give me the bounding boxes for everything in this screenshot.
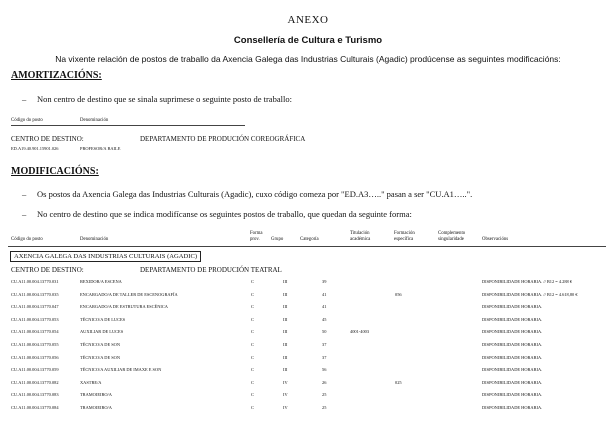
- cell-forma: C: [251, 291, 254, 297]
- mod-centro-name: DEPARTAMENTO DE PRODUCIÓN TEATRAL: [140, 266, 282, 274]
- cell-codigo: CU.A11.00.004.13770.031: [11, 279, 59, 284]
- cell-categoria: 26: [322, 379, 327, 385]
- col-header-grupo: Grupo: [271, 237, 284, 242]
- cell-codigo: CU.A11.00.004.13770.054: [11, 329, 59, 335]
- cell-denominacion: TRAMOIEIRO/A: [80, 405, 112, 410]
- col-header-complemento: [438, 231, 465, 243]
- cell-grupo: III: [283, 367, 288, 373]
- cell-forma: C: [251, 342, 254, 347]
- cell-denominacion: TÉCNICO/A AUXILIAR DE IMAXE E SON: [80, 367, 162, 373]
- cell-forma: C: [251, 304, 254, 310]
- cell-forma: C: [251, 392, 254, 398]
- cell-forma: C: [251, 405, 254, 410]
- cell-grupo: III: [283, 304, 288, 310]
- amort-centro-label: CENTRO DE DESTINO:: [11, 135, 84, 143]
- amort-col-codigo: Código do posto: [11, 118, 43, 123]
- col-header-titulacion: [350, 231, 370, 243]
- cell-forma: C: [251, 379, 254, 385]
- col-header-titulacion-line2: académica: [350, 237, 371, 242]
- cell-obs: DISPONIBILIDADE HORARIA.: [482, 342, 543, 347]
- modificacions-bullet2-dash: –: [22, 209, 27, 219]
- amort-header-rule: [11, 125, 245, 126]
- cell-forma: C: [251, 279, 254, 284]
- cell-obs: DISPONIBILIDADE HORARIA.: [482, 304, 543, 310]
- cell-denominacion: AUXILIAR DE LUCES: [80, 329, 124, 335]
- cell-obs: DISPONIBILIDADE HORARIA.: [482, 354, 543, 360]
- cell-denominacion: REXIDOR/A ESCENA: [80, 279, 122, 284]
- cell-categoria: 37: [322, 354, 327, 360]
- col-header-complemento-line1: Complemento: [438, 231, 466, 236]
- col-header-denominacion: Denominación: [80, 237, 109, 242]
- amortizacions-bullet-text: Non centro de destino que se sinala suprimese o seguinte posto de traballo:: [37, 94, 292, 104]
- cell-obs: DISPONIBILIDADE HORARIA.: [482, 405, 543, 410]
- amort-col-denominacion: Denominación: [80, 118, 109, 123]
- cell-formacion: 056: [395, 291, 402, 297]
- cell-grupo: III: [283, 354, 288, 360]
- cell-codigo: CU.A11.00.004.13770.053: [11, 316, 59, 322]
- cell-categoria: 39: [322, 279, 327, 284]
- col-header-observacions: Observacións: [482, 237, 509, 242]
- cell-codigo: CU.A11.00.004.13770.083: [11, 392, 59, 398]
- col-header-formacion: [394, 231, 415, 243]
- cell-codigo: CU.A11.00.004.13770.056: [11, 354, 59, 360]
- cell-categoria: 50: [322, 329, 327, 335]
- amort-row-denominacion: PROFESOR/A BAILE: [80, 146, 121, 151]
- cell-codigo: CU.A11.00.004.13770.047: [11, 304, 59, 310]
- cell-obs: DISPONIBILIDADE HORARIA.: [482, 392, 543, 398]
- cell-grupo: III: [283, 291, 288, 297]
- cell-categoria: 45: [322, 316, 327, 322]
- cell-categoria: 56: [322, 367, 327, 373]
- cell-categoria: 41: [322, 304, 327, 310]
- amort-centro-name: DEPARTAMENTO DE PRODUCIÓN COREOGRÁFICA: [140, 135, 306, 143]
- amortizacions-heading: AMORTIZACIÓNS:: [11, 70, 102, 81]
- cell-forma: C: [251, 329, 254, 335]
- cell-categoria: 25: [322, 405, 327, 410]
- col-header-formacion-line2: específica: [394, 237, 414, 242]
- col-header-forma-line2: prov.: [250, 237, 260, 242]
- cell-denominacion: ENCARGADO/A DE TALLER DE ESCENOGRAFÍA: [80, 291, 178, 297]
- cell-denominacion: TÉCNICO/A DE SON: [80, 342, 121, 347]
- col-header-formacion-line1: Formación: [394, 231, 415, 236]
- cell-obs: DISPONIBILIDADE HORARIA.: [482, 379, 543, 385]
- cell-forma: C: [251, 367, 254, 373]
- col-header-codigo: Código do posto: [11, 237, 43, 242]
- col-header-categoria: Categoría: [300, 237, 319, 242]
- cell-forma: C: [251, 316, 254, 322]
- col-header-complemento-line2: singularidade: [438, 237, 464, 242]
- cell-grupo: IV: [283, 405, 288, 410]
- table-header-rule: [8, 246, 606, 247]
- cell-obs: DISPONIBILIDADE HORARIA.: [482, 316, 543, 322]
- intro-text: Na vixente relación de postos de traballo da Axencia Galega das Industrias Culturais (Agadic) prodúcense as seguintes modificacións:: [55, 54, 561, 64]
- cell-codigo: CU.A11.00.004.13770.059: [11, 367, 59, 373]
- cell-codigo: CU.A11.00.004.13770.035: [11, 291, 59, 297]
- col-header-forma-line1: Forma: [250, 231, 263, 236]
- cell-denominacion: TRAMOIEIRO/A: [80, 392, 112, 398]
- cell-formacion: 025: [395, 379, 402, 385]
- amortizacions-bullet-dash: –: [22, 94, 27, 104]
- agency-box: AXENCIA GALEGA DAS INDUSTRIAS CULTURAIS (AGADIC): [10, 251, 201, 262]
- cell-grupo: III: [283, 316, 288, 322]
- cell-obs: DISPONIBILIDADE HORARIA.: [482, 329, 543, 335]
- cell-denominacion: ENCARGADO/A DE ESTRUTURA ESCÉNICA: [80, 304, 168, 310]
- modificacions-heading: MODIFICACIÓNS:: [11, 166, 99, 177]
- cell-categoria: 37: [322, 342, 327, 347]
- cell-categoria: 25: [322, 392, 327, 398]
- cell-grupo: IV: [283, 392, 288, 398]
- cell-denominacion: XASTRE/A: [80, 379, 102, 385]
- department-name: Consellería de Cultura e Turismo: [233, 35, 383, 46]
- mod-centro-label: CENTRO DE DESTINO:: [11, 266, 84, 274]
- col-header-forma: [250, 231, 263, 243]
- modificacions-bullet1-dash: –: [22, 189, 27, 199]
- document-title: ANEXO: [287, 14, 329, 26]
- modificacions-bullet2-text: No centro de destino que se indica modifícanse os seguintes postos de traballo, que quedan da seguinte forma:: [37, 209, 412, 219]
- col-header-titulacion-line1: Titulación: [350, 231, 370, 236]
- cell-forma: C: [251, 354, 254, 360]
- cell-denominacion: TÉCNICO/A DE SON: [80, 354, 121, 360]
- cell-codigo: CU.A11.00.004.13770.084: [11, 405, 59, 410]
- cell-denominacion: TÉCNICO/A DE LUCES: [80, 316, 126, 322]
- modificacions-bullet1-text: Os postos da Axencia Galega das Industrias Culturais (Agadic), cuxo código comeza por "ED.A3….." pasan a ser "CU.A1…..".: [37, 189, 473, 199]
- cell-obs: DISPONIBILIDADE HORARIA. // B12 = 4.618,80 €: [482, 291, 578, 297]
- cell-categoria: 41: [322, 291, 327, 297]
- cell-grupo: III: [283, 329, 288, 335]
- cell-codigo: CU.A11.00.004.13770.082: [11, 379, 59, 385]
- cell-grupo: III: [283, 279, 288, 284]
- cell-obs: DISPONIBILIDADE HORARIA.: [482, 367, 543, 373]
- cell-codigo: CU.A11.00.004.13770.055: [11, 342, 59, 347]
- cell-titulacion: 4001-4003: [350, 329, 370, 335]
- amort-row-codigo: ED.A19.40.901.15901.026: [11, 146, 59, 151]
- cell-obs: DISPONIBILIDADE HORARIA. // B12 = 4.288 €: [482, 279, 573, 284]
- cell-grupo: IV: [283, 379, 288, 385]
- cell-grupo: III: [283, 342, 288, 347]
